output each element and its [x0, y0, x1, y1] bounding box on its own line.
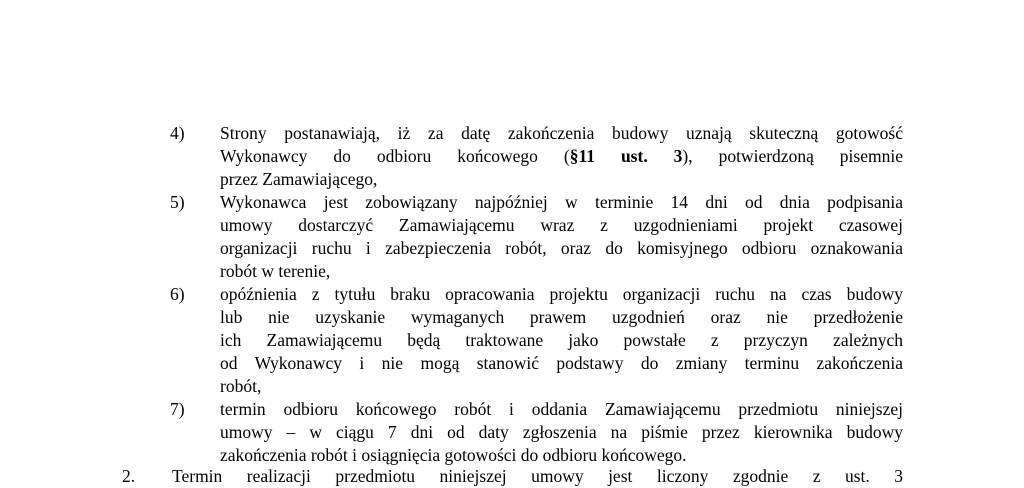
text-line: robót w terenie,: [220, 261, 331, 281]
text-segment: ), potwierdzoną pisemnie: [682, 146, 903, 166]
text-line: od Wykonawcy i nie mogą stanowić podstawy do zmiany terminu zakończenia: [220, 353, 903, 373]
text-line: zakończenia robót i osiągnięcia gotowości do odbioru końcowego.: [220, 445, 687, 465]
text-segment: Wykonawcy do odbioru końcowego (: [220, 146, 570, 166]
text-line: przez Zamawiającego,: [220, 169, 378, 189]
text-line: ich Zamawiającemu będą traktowane jako powstałe z przyczyn zależnych: [220, 330, 903, 350]
text-line: umowy – w ciągu 7 dni od daty zgłoszenia na piśmie przez kierownika budowy: [220, 422, 903, 442]
text-line: termin odbioru końcowego robót i oddania Zamawiającemu przedmiotu niniejszej: [220, 399, 903, 419]
text-line: Termin realizacji przedmiotu niniejszej umowy jest liczony zgodnie z ust. 3: [172, 466, 903, 486]
section-number: 2.: [122, 466, 136, 486]
item-number: 4): [170, 123, 185, 143]
text-line: Wykonawca jest zobowiązany najpóźniej w terminie 14 dni od dnia podpisania: [220, 192, 903, 212]
text-line: Strony postanawiają, iż za datę zakończenia budowy uznają skuteczną gotowość: [220, 123, 903, 143]
text-line: robót,: [220, 376, 262, 396]
item-text: [220, 398, 903, 467]
item-text: [220, 122, 903, 191]
text-line: opóźnienia z tytułu braku opracowania projektu organizacji ruchu na czas budowy: [220, 284, 903, 304]
item-number: 6): [170, 284, 185, 304]
section-reference: §11 ust. 3: [569, 146, 683, 166]
item-text: [220, 283, 903, 398]
item-text: [220, 191, 903, 283]
item-number: 5): [170, 192, 185, 212]
text-line-mixed: [220, 145, 903, 168]
item-number: 7): [170, 399, 185, 419]
text-line: organizacji ruchu i zabezpieczenia robót, oraz do komisyjnego odbioru oznakowania: [220, 238, 903, 258]
text-line: lub nie uzyskanie wymaganych prawem uzgodnień oraz nie przedłożenie: [220, 307, 903, 327]
text-line: umowy dostarczyć Zamawiającemu wraz z uzgodnieniami projekt czasowej: [220, 215, 903, 235]
section-text: [172, 465, 903, 488]
